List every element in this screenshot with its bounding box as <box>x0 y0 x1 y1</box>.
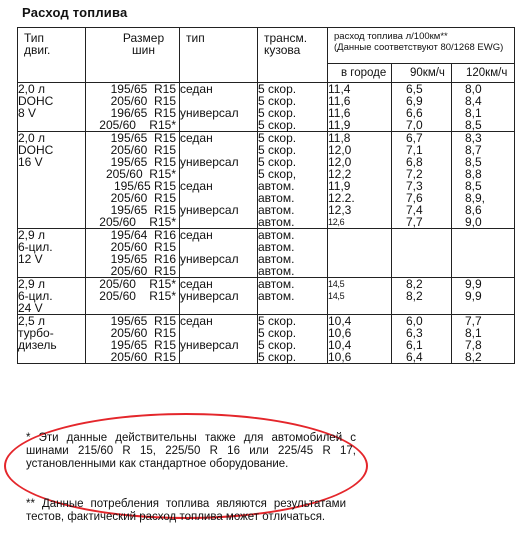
page-title: Расход топлива <box>22 5 128 20</box>
cell-line: 9,0 <box>465 215 482 229</box>
consumption-120-cell <box>452 132 515 229</box>
cell-line: седан <box>180 314 213 328</box>
cell-line: 8,2 <box>465 350 482 364</box>
transmission-cell <box>258 315 328 364</box>
tyre-cell <box>86 83 180 132</box>
cell-line: 205/60 R15 <box>110 264 176 278</box>
cell-line: 205/60 R15* <box>99 215 176 229</box>
cell-line: DOHC <box>18 94 54 108</box>
cell-line: 12,3 <box>328 203 352 217</box>
cell-line: седан <box>180 228 213 242</box>
cell-line: 8,8 <box>465 167 482 181</box>
cell-line: 195/65 R15 <box>110 338 176 352</box>
cell-line: автом. <box>258 191 295 205</box>
cell-lines <box>465 278 514 302</box>
cell-line: 12 V <box>18 252 43 266</box>
tyre-cell <box>86 278 180 315</box>
table-body <box>18 83 515 364</box>
cell-line: 6,9 <box>406 94 423 108</box>
cell-lines <box>258 229 327 277</box>
cell-line: 6,8 <box>406 155 423 169</box>
engine-cell <box>18 132 86 229</box>
cell-line: автом. <box>258 228 295 242</box>
header-90 <box>392 64 452 83</box>
header-consumption <box>328 28 515 64</box>
cell-lines <box>258 278 327 302</box>
cell-line: 11,6 <box>328 106 351 120</box>
consumption-90-cell <box>392 278 452 315</box>
cell-lines <box>99 83 179 131</box>
cell-line: дизель <box>18 338 57 352</box>
footnote-consumption-disclaimer: ** Данные потребления топлива являются результатами тестов, фактический расход топлива может отличаться. <box>26 498 346 523</box>
cell-lines <box>258 132 327 228</box>
header-type-line: тип <box>186 31 205 45</box>
footnote-standard-tyres: * Эти данные действительны также для автомобилей с шинами 215/60 R 15, 225/50 R 16 или 225/45 R 17, установленными как стандартное оборудование. <box>26 432 356 470</box>
cell-line: 2,9 л <box>18 228 46 242</box>
cell-line: 10,4 <box>328 338 352 352</box>
header-city-label: в городе <box>341 67 387 79</box>
cell-lines <box>99 132 179 228</box>
engine-cell <box>18 83 86 132</box>
cell-lines <box>465 132 514 228</box>
cell-line: 195/65 R16 <box>110 252 176 266</box>
cell-line: 10,6 <box>328 326 352 340</box>
cell-line: 205/60 R15 <box>110 326 176 340</box>
body-type-cell <box>180 132 258 229</box>
cell-line: 5 скор. <box>258 314 297 328</box>
cell-line: 7,8 <box>465 338 482 352</box>
cell-line: 6,6 <box>406 106 423 120</box>
cell-line: 205/60 R15* <box>99 118 176 132</box>
cell-line: 8,2 <box>406 289 423 303</box>
table-row <box>18 315 515 364</box>
cell-line: автом. <box>258 179 295 193</box>
cell-line: 9,9 <box>465 289 482 303</box>
body-type-cell <box>180 278 258 315</box>
cell-line: 8 V <box>18 106 37 120</box>
cell-line: 8,1 <box>465 106 482 120</box>
cell-line: 5 скор. <box>258 143 297 157</box>
consumption-120-cell <box>452 315 515 364</box>
tyre-cell <box>86 315 180 364</box>
cell-lines <box>18 83 85 119</box>
cell-lines <box>111 229 179 277</box>
cell-lines <box>180 315 257 363</box>
cell-line: 195/65 R15 <box>110 314 176 328</box>
cell-line: 205/60 R15 <box>110 240 176 254</box>
table-row <box>18 83 515 132</box>
consumption-120-cell <box>452 83 515 132</box>
cell-lines <box>258 83 327 131</box>
cell-line: 8,9, <box>465 191 486 205</box>
cell-line: 8,6 <box>465 203 482 217</box>
cell-lines <box>465 315 514 363</box>
cell-line: 205/60 R15* <box>99 277 176 291</box>
cell-line: 11,8 <box>328 131 351 145</box>
cell-line: автом. <box>258 264 295 278</box>
header-engine-line: двиг. <box>24 43 51 57</box>
cell-line: 195/65 R15 <box>110 82 176 96</box>
transmission-cell <box>258 229 328 278</box>
header-120 <box>452 64 515 83</box>
cell-line: 6,3 <box>406 326 423 340</box>
city-consumption-cell <box>328 132 392 229</box>
cell-line: 12,6 <box>328 217 345 227</box>
cell-line: 195/64 R16 <box>110 228 176 242</box>
city-consumption-cell <box>328 315 392 364</box>
table-row <box>18 132 515 229</box>
city-consumption-cell <box>328 278 392 315</box>
consumption-120-cell <box>452 278 515 315</box>
header-type <box>180 28 258 83</box>
cell-lines <box>406 315 451 363</box>
cell-line: 8,7 <box>465 143 482 157</box>
cell-line: 205/60 R15* <box>105 167 176 181</box>
cell-line: 11,9 <box>328 118 351 132</box>
cell-lines <box>328 315 391 363</box>
cell-line: 195/65 R15 <box>110 203 176 217</box>
cell-line: седан <box>180 82 213 96</box>
engine-cell <box>18 229 86 278</box>
cell-line: 5 скор. <box>258 350 297 364</box>
header-90-label: 90км/ч <box>410 67 445 79</box>
cell-line: 195/65 R15 <box>113 179 176 193</box>
cell-lines <box>180 132 257 228</box>
cell-line: 11,4 <box>328 82 351 96</box>
cell-line: 2,9 л <box>18 277 46 291</box>
cell-line: 8,0 <box>465 82 482 96</box>
header-consumption-lines <box>328 28 514 63</box>
cell-line: автом. <box>258 277 295 291</box>
cell-line: 2,0 л <box>18 131 46 145</box>
cell-lines <box>18 315 85 351</box>
cell-line: универсал <box>180 338 239 352</box>
engine-cell <box>18 278 86 315</box>
cell-line: 8,4 <box>465 94 482 108</box>
cell-lines <box>406 278 451 302</box>
header-engine-lines <box>18 28 85 64</box>
cell-line: 12,0 <box>328 143 352 157</box>
header-consumption-line: расход топлива л/100км** <box>334 31 448 42</box>
table-row <box>18 229 515 278</box>
cell-line: 12,2 <box>328 167 352 181</box>
engine-cell <box>18 315 86 364</box>
cell-line: 5 скор. <box>258 106 297 120</box>
cell-line <box>180 119 257 131</box>
header-engine-line: Тип <box>24 31 45 45</box>
cell-line: 5 скор. <box>258 326 297 340</box>
cell-line <box>180 216 257 228</box>
cell-line: 11,6 <box>328 94 351 108</box>
cell-line: 205/60 R15 <box>110 191 176 205</box>
cell-line: универсал <box>180 106 239 120</box>
cell-line: 7,0 <box>406 118 423 132</box>
cell-line: автом. <box>258 289 295 303</box>
cell-line: 6,7 <box>406 131 423 145</box>
cell-line: DOHC <box>18 143 54 157</box>
cell-lines <box>328 83 391 131</box>
consumption-90-cell <box>392 315 452 364</box>
header-transmission <box>258 28 328 83</box>
cell-line: 5 скор. <box>258 155 297 169</box>
cell-line: 2,0 л <box>18 82 46 96</box>
cell-lines <box>180 278 257 302</box>
cell-line: 6,0 <box>406 314 423 328</box>
cell-lines <box>328 132 391 228</box>
tyre-cell <box>86 132 180 229</box>
header-transmission-lines <box>258 28 327 64</box>
cell-line <box>180 351 257 363</box>
header-city <box>328 64 392 83</box>
cell-line: 6,4 <box>406 350 423 364</box>
cell-line: 7,3 <box>406 179 423 193</box>
cell-lines <box>99 278 179 302</box>
cell-line: 5 скор, <box>258 167 297 181</box>
consumption-90-cell <box>392 83 452 132</box>
cell-line: 8,5 <box>465 179 482 193</box>
cell-line: 8,3 <box>465 131 482 145</box>
cell-line: 14,5 <box>328 291 345 301</box>
cell-line: 11,9 <box>328 179 351 193</box>
transmission-cell <box>258 278 328 315</box>
cell-line <box>180 265 257 277</box>
header-tyre-line: шин <box>132 43 155 57</box>
header-120-label: 120км/ч <box>466 67 508 79</box>
consumption-90-cell <box>392 132 452 229</box>
cell-line: 205/60 R15 <box>110 94 176 108</box>
cell-line: автом. <box>258 240 295 254</box>
cell-line: универсал <box>180 289 239 303</box>
cell-line: 7,2 <box>406 167 423 181</box>
cell-lines <box>406 83 451 131</box>
cell-lines <box>180 229 257 277</box>
cell-line: седан <box>180 277 213 291</box>
cell-line: 14,5 <box>328 279 345 289</box>
transmission-cell <box>258 83 328 132</box>
header-transmission-line: трансм. <box>264 31 308 45</box>
header-consumption-line: (Данные соответствуют 80/1268 EWG) <box>334 42 504 53</box>
cell-line: 10,6 <box>328 350 352 364</box>
body-type-cell <box>180 315 258 364</box>
cell-line: универсал <box>180 203 239 217</box>
cell-line: 6-цил. <box>18 289 53 303</box>
consumption-120-cell <box>452 229 515 278</box>
cell-lines <box>18 229 85 265</box>
cell-line: автом. <box>258 252 295 266</box>
cell-line: седан <box>180 179 213 193</box>
cell-line: 12.2. <box>328 191 355 205</box>
cell-lines <box>111 315 179 363</box>
cell-lines <box>18 278 85 314</box>
city-consumption-cell <box>328 83 392 132</box>
body-type-cell <box>180 229 258 278</box>
cell-lines <box>18 132 85 168</box>
cell-line: автом. <box>258 203 295 217</box>
cell-line: 6,1 <box>406 338 423 352</box>
cell-line: 5 скор. <box>258 131 297 145</box>
cell-line: 205/60 R15 <box>110 143 176 157</box>
cell-line: 6,5 <box>406 82 423 96</box>
cell-line: универсал <box>180 155 239 169</box>
cell-lines <box>328 278 391 302</box>
cell-line: 7,7 <box>465 314 482 328</box>
cell-line: 16 V <box>18 155 43 169</box>
cell-lines <box>465 83 514 131</box>
cell-lines <box>406 132 451 228</box>
cell-line: 2,5 л <box>18 314 46 328</box>
cell-line: 24 V <box>18 301 43 315</box>
header-tyre-lines <box>86 28 179 64</box>
cell-line: седан <box>180 131 213 145</box>
header-tyre-line: Размер <box>122 31 165 45</box>
tyre-cell <box>86 229 180 278</box>
table-row <box>18 278 515 315</box>
cell-line: 195/65 R15 <box>110 131 176 145</box>
cell-line: 196/65 R15 <box>110 106 176 120</box>
header-transmission-line: кузова <box>264 43 301 57</box>
cell-line: 205/60 R15* <box>99 289 176 303</box>
cell-line: турбо- <box>18 326 54 340</box>
body-type-cell <box>180 83 258 132</box>
cell-line: автом. <box>258 215 295 229</box>
cell-line: 8,5 <box>465 155 482 169</box>
cell-line: 8,1 <box>465 326 482 340</box>
cell-lines <box>180 83 257 131</box>
cell-line: 5 скор. <box>258 94 297 108</box>
cell-line: 5 скор. <box>258 338 297 352</box>
cell-line: универсал <box>180 252 239 266</box>
cell-line: 6-цил. <box>18 240 53 254</box>
cell-line: 205/60 R15 <box>110 350 176 364</box>
cell-line: 7,1 <box>406 143 423 157</box>
cell-line: 12,0 <box>328 155 352 169</box>
cell-line: 7,6 <box>406 191 423 205</box>
cell-line: 5 скор. <box>258 118 297 132</box>
cell-line: 5 скор. <box>258 82 297 96</box>
cell-line: 195/65 R15 <box>110 155 176 169</box>
cell-line: 8,5 <box>465 118 482 132</box>
transmission-cell <box>258 132 328 229</box>
cell-line: 9,9 <box>465 277 482 291</box>
city-consumption-cell <box>328 229 392 278</box>
cell-lines <box>258 315 327 363</box>
cell-line: 8,2 <box>406 277 423 291</box>
consumption-90-cell <box>392 229 452 278</box>
header-engine <box>18 28 86 83</box>
cell-line: 10,4 <box>328 314 352 328</box>
cell-line: 7,7 <box>406 215 423 229</box>
cell-line: 7,4 <box>406 203 423 217</box>
fuel-consumption-table <box>17 27 515 364</box>
header-tyre <box>86 28 180 83</box>
